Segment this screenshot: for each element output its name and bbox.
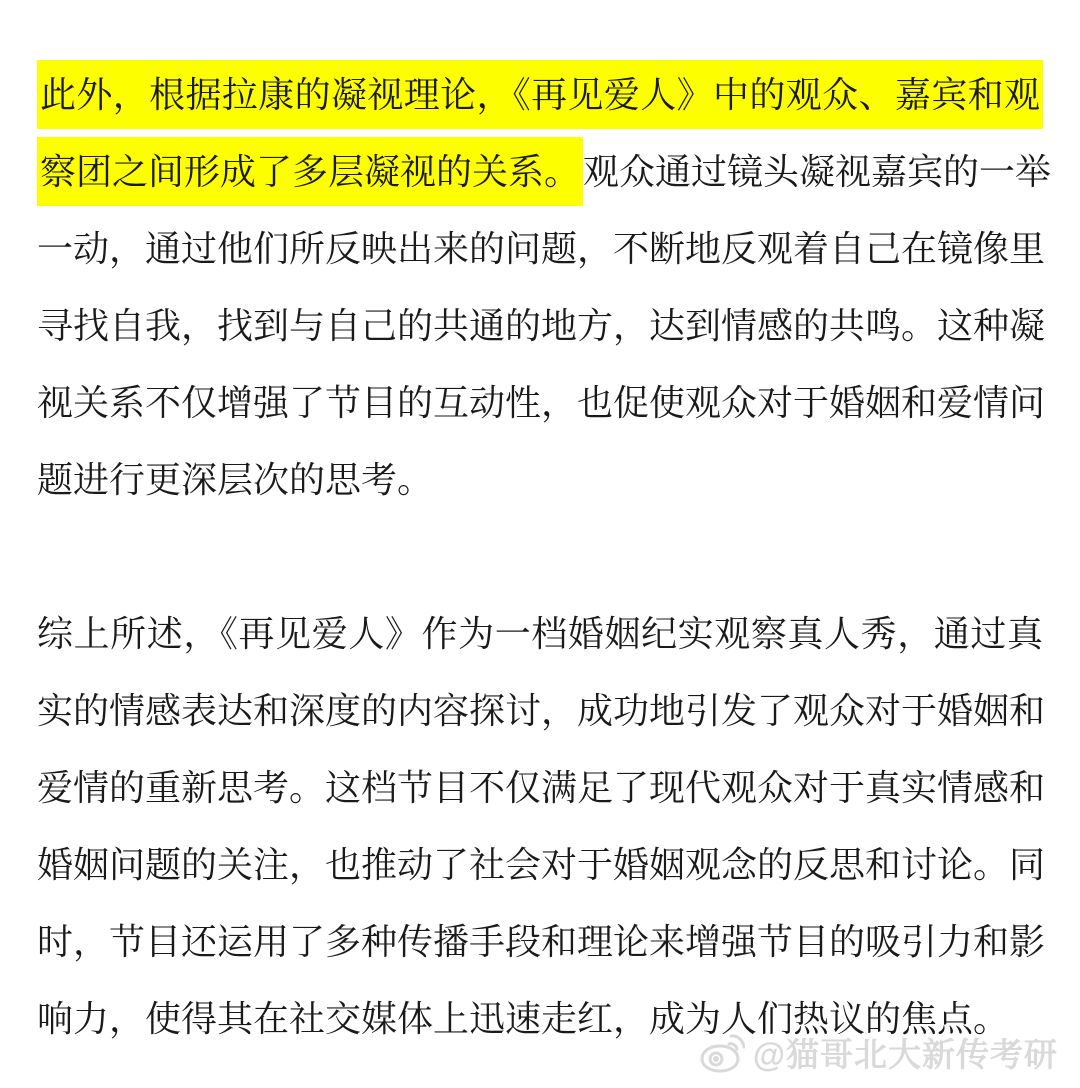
text-line [37, 210, 1046, 287]
text-line [37, 441, 1043, 518]
text-line [37, 749, 1046, 826]
body-text: 时，节目还运用了多种传播手段和理论来增强节目的吸引力和影 [37, 921, 1046, 962]
body-text: 婚姻问题的关注，也推动了社会对于婚姻观念的反思和讨论。同 [37, 844, 1046, 885]
body-text: 寻找自我，找到与自己的共通的地方，达到情感的共鸣。这种凝 [37, 305, 1046, 346]
text-line [37, 364, 1046, 441]
body-text: 视关系不仅增强了节目的互动性，也促使观众对于婚姻和爱情问 [37, 382, 1046, 423]
body-text: 观众通过镜头凝视嘉宾的一举 [583, 151, 1052, 192]
text-line [37, 56, 1043, 133]
text-line [37, 133, 1052, 210]
highlighted-text: 察团之间形成了多层凝视的关系。 [37, 137, 583, 206]
body-text: 综上所述，《再见爱人》作为一档婚姻纪实观察真人秀，通过真 [37, 613, 1043, 654]
paragraph [37, 595, 1046, 1057]
text-line [37, 595, 1043, 672]
watermark [699, 1029, 1058, 1076]
weibo-icon [699, 1032, 745, 1074]
text-line [37, 672, 1046, 749]
text-line [37, 826, 1046, 903]
body-text: 一动，通过他们所反映出来的问题，不断地反观着自己在镜像里 [37, 228, 1046, 269]
text-line [37, 903, 1046, 980]
paragraph [37, 56, 1052, 518]
body-text: 实的情感表达和深度的内容探讨，成功地引发了观众对于婚姻和 [37, 690, 1046, 731]
highlighted-text: 此外，根据拉康的凝视理论，《再见爱人》中的观众、嘉宾和观 [37, 60, 1043, 129]
document-body [37, 56, 1052, 1057]
text-line [37, 287, 1046, 364]
body-text: 响力，使得其在社交媒体上迅速走红，成为人们热议的焦点。 [37, 998, 1010, 1039]
watermark-text: @猫哥北大新传考研 [752, 1036, 1058, 1073]
body-text: 爱情的重新思考。这档节目不仅满足了现代观众对于真实情感和 [37, 767, 1046, 808]
body-text: 题进行更深层次的思考。 [37, 459, 434, 500]
